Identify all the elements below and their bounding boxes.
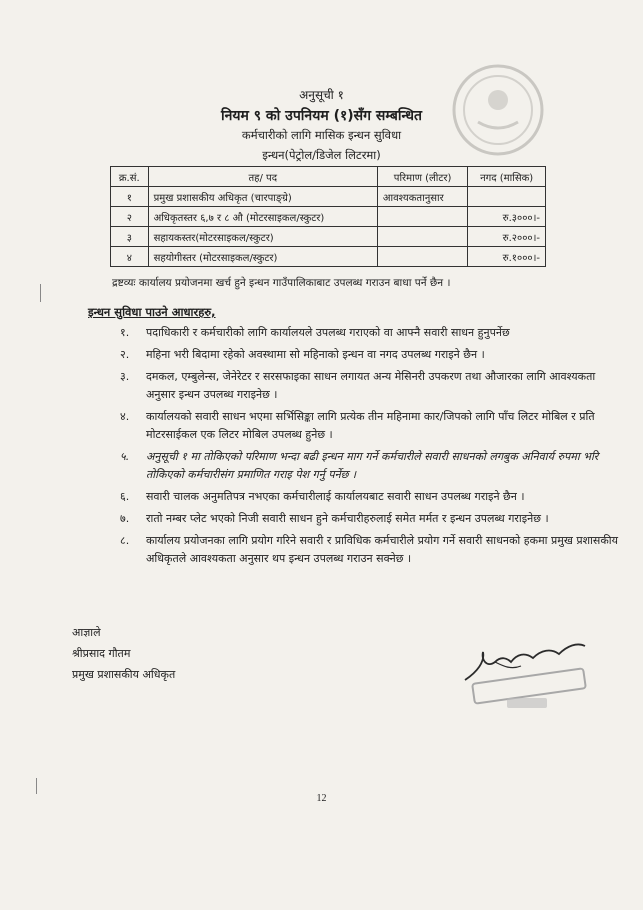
item-text: कार्यालय प्रयोजनका लागि प्रयोग गरिने सवारी र प्राविधिक कर्मचारीले प्रयोग गर्ने सवारी साधनको हकमा प्रमुख प्रशासकीय अधिकृतले आवश्यकता अनुसार थप इन्धन उपलब्ध गराउन सक्नेछ । <box>146 534 619 565</box>
fuel-unit-subtitle: इन्धन(पेट्रोल/डिजेल लिटरमा) <box>262 148 381 162</box>
cell-post: सहयोगीस्तर (मोटरसाइकल/स्कुटर) <box>148 247 377 267</box>
table-row <box>111 187 546 207</box>
column-header-quantity: परिमाण (लीटर) <box>377 167 467 187</box>
cell-cash: रु.१०००।- <box>468 247 546 267</box>
cell-quantity: आवश्यकतानुसार <box>377 187 467 207</box>
column-header-serial: क्र.सं. <box>111 167 149 187</box>
basis-list <box>120 324 620 572</box>
table-row <box>111 227 546 247</box>
item-number: ४. <box>120 410 130 423</box>
item-text: रातो नम्बर प्लेट भएको निजी सवारी साधन हुने कर्मचारीहरुलाई समेत मर्मत र इन्धन उपलब्ध गराइनेछ । <box>146 512 549 525</box>
list-item <box>120 324 620 342</box>
fuel-allowance-table <box>110 166 546 267</box>
item-number: २. <box>120 348 130 361</box>
section-heading: इन्धन सुविधा पाउने आधारहरु, <box>88 305 216 319</box>
cell-serial: ३ <box>111 227 149 247</box>
signature-block <box>72 622 175 685</box>
item-text: पदाधिकारी र कर्मचारीको लागि कार्यालयले उपलब्ध गराएको वा आफ्नै सवारी साधन हुनुपर्नेछ <box>146 326 510 339</box>
cell-quantity <box>377 247 467 267</box>
table-header-row <box>111 167 546 187</box>
cell-quantity <box>377 207 467 227</box>
list-item <box>120 368 620 404</box>
item-text: कार्यालयको सवारी साधन भएमा सर्भिसिङ्का लागि प्रत्येक तीन महिनामा कार/जिपको लागि पाँच लिटर मोबिल र प्रति मोटरसाईकल एक लिटर मोबिल उपलब्ध हुनेछ । <box>146 410 595 441</box>
margin-mark <box>36 778 37 794</box>
list-item <box>120 448 620 484</box>
document-subtitle: कर्मचारीको लागि मासिक इन्धन सुविधा <box>241 128 402 142</box>
cell-cash <box>468 187 546 207</box>
list-item <box>120 346 620 364</box>
column-header-cash: नगद (मासिक) <box>468 167 546 187</box>
item-text: अनुसूची १ मा तोकिएको परिमाण भन्दा बढी इन्धन माग गर्ने कर्मचारीले सवारी साधनको लगबुक अनिवार्य रुपमा भरि तोकिएको कर्मचारीसंग प्रमाणित गराइ पेश गर्नु पर्नेछ । <box>146 450 599 481</box>
cell-cash: रु.३०००।- <box>468 207 546 227</box>
item-number: ३. <box>120 370 130 383</box>
list-item <box>120 488 620 506</box>
cell-cash: रु.२०००।- <box>468 227 546 247</box>
cell-serial: ४ <box>111 247 149 267</box>
cell-quantity <box>377 227 467 247</box>
signature-stamp-icon <box>455 632 595 712</box>
item-text: सवारी चालक अनुमतिपत्र नभएका कर्मचारीलाई कार्यालयबाट सवारी साधन उपलब्ध गराइने छैन । <box>146 490 525 503</box>
item-number: १. <box>120 326 130 339</box>
schedule-title: अनुसूची १ <box>299 88 344 102</box>
table-row <box>111 247 546 267</box>
order-label: आज्ञाले <box>72 626 101 639</box>
item-number: ८. <box>120 534 130 547</box>
margin-mark <box>40 284 41 302</box>
item-text: महिना भरी बिदामा रहेको अवस्थामा सो महिनाको इन्धन वा नगद उपलब्ध गराइने छैन । <box>146 348 485 361</box>
signatory-name: श्रीप्रसाद गौतम <box>72 647 131 660</box>
list-item <box>120 532 620 568</box>
cell-post: अधिकृतस्तर ६,७ र ८ औ (मोटरसाइकल/स्कुटर) <box>148 207 377 227</box>
item-number: ५. <box>120 450 130 463</box>
page-number: 12 <box>316 793 327 804</box>
list-item <box>120 510 620 528</box>
item-number: ६. <box>120 490 130 503</box>
table-note: द्रष्टव्यः कार्यालय प्रयोजनमा खर्च हुने इन्धन गाउँपालिकाबाट उपलब्ध गराउन बाधा पर्ने छैन । <box>112 277 451 289</box>
column-header-post: तह/ पद <box>148 167 377 187</box>
cell-serial: १ <box>111 187 149 207</box>
rule-reference: नियम ९ को उपनियम (१)सँग सम्बन्धित <box>221 108 422 124</box>
cell-serial: २ <box>111 207 149 227</box>
table-row <box>111 207 546 227</box>
item-number: ७. <box>120 512 130 525</box>
cell-post: प्रमुख प्रशासकीय अधिकृत (चारपाङ्ग्रे) <box>148 187 377 207</box>
item-text: दमकल, एम्बुलेन्स, जेनेरेटर र सरसफाइका साधन लगायत अन्य मेसिनरी उपकरण तथा औजारका लागि आवश्यकता अनुसार इन्धन उपलब्ध गराइनेछ । <box>146 370 596 401</box>
cell-post: सहायकस्तर(मोटरसाइकल/स्कुटर) <box>148 227 377 247</box>
list-item <box>120 408 620 444</box>
signatory-designation: प्रमुख प्रशासकीय अधिकृत <box>72 668 176 681</box>
